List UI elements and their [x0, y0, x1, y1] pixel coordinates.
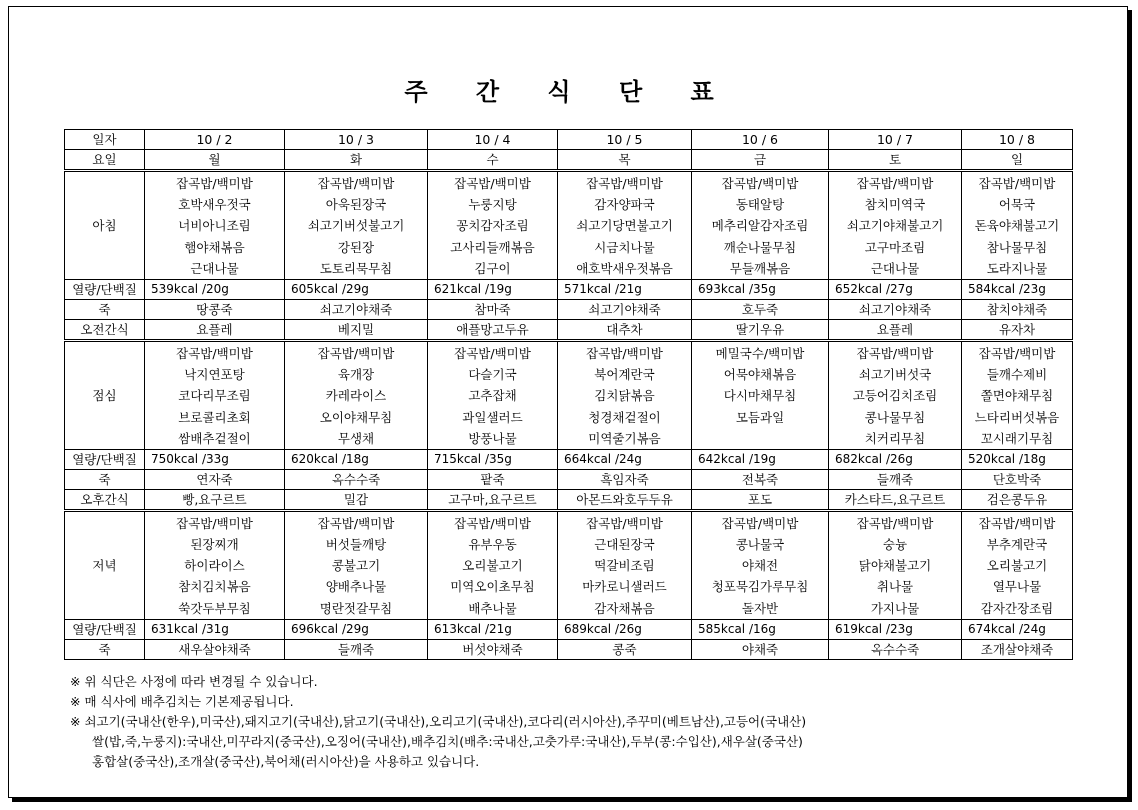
menu-item: 잡곡밥/백미밥	[317, 515, 395, 531]
menu-item: 열무나물	[992, 579, 1042, 595]
menu-item: 미역줄기볶음	[588, 430, 661, 446]
calorie-cell: 696kcal /29g	[285, 619, 428, 639]
menu-item: 잡곡밥/백미밥	[978, 176, 1056, 191]
snack-cell: 고구마,요구르트	[428, 489, 558, 510]
snack-cell: 요플레	[145, 319, 285, 340]
menu-item: 강된장	[337, 239, 375, 255]
menu-item: 고사리들깨볶음	[450, 239, 535, 255]
menu-item: 무생채	[337, 430, 375, 446]
menu-item: 김치닭볶음	[594, 388, 655, 404]
menu-item: 잡곡밥/백미밥	[176, 515, 253, 531]
menu-item: 쫄면야채무침	[980, 388, 1054, 404]
menu-item: 돈육야채불고기	[974, 218, 1060, 234]
calorie-cell: 750kcal /33g	[145, 449, 285, 469]
calorie-cell: 619kcal /23g	[829, 619, 962, 639]
lunch-menu-cell	[285, 340, 428, 449]
menu-item: 도라지나물	[986, 260, 1048, 276]
page-title: 주 간 식 단 표	[404, 78, 734, 106]
menu-item: 호박새우젓국	[178, 197, 251, 213]
weekly-menu-table	[64, 129, 1073, 660]
menu-item: 잡곡밥/백미밥	[586, 176, 663, 191]
porridge-cell: 호두죽	[692, 299, 829, 319]
dinner-menu-cell	[692, 510, 829, 619]
date-cell: 10 / 7	[829, 130, 962, 150]
breakfast-menu-cell	[692, 171, 829, 280]
calorie-cell: 652kcal /27g	[829, 279, 962, 299]
snack-cell: 대추차	[558, 319, 692, 340]
menu-item: 동태알탕	[735, 197, 785, 213]
menu-item: 감자채볶음	[594, 600, 655, 616]
breakfast-menu-cell	[145, 171, 285, 280]
menu-item: 북어계란국	[594, 367, 655, 383]
day-cell: 일	[962, 150, 1073, 171]
snack-cell: 검은콩두유	[962, 489, 1073, 510]
menu-item: 된장찌개	[190, 537, 239, 553]
calorie-cell: 715kcal /35g	[428, 449, 558, 469]
menu-item: 쌈배추겉절이	[178, 430, 251, 446]
calorie-label: 열량/단백질	[65, 279, 145, 299]
menu-item: 다시마채무침	[723, 388, 797, 404]
menu-item: 유부우동	[468, 537, 517, 553]
menu-item: 부추계란국	[986, 537, 1048, 553]
porridge-cell: 들깨죽	[829, 469, 962, 489]
dinner-menu-row	[65, 510, 1073, 619]
porridge-cell: 새우살야채죽	[145, 639, 285, 659]
menu-item: 하이라이스	[184, 558, 245, 574]
note-line: ※ 쇠고기(국내산(한우),미국산),돼지고기(국내산),닭고기(국내산),오리고기(국내산),코다리(러시아산),주꾸미(베트남산),고등어(국내산)	[70, 714, 807, 729]
menu-item: 근대나물	[190, 260, 239, 276]
dinner-menu-cell	[145, 510, 285, 619]
note-line: 쌀(밥,죽,누룽지):국내산,미꾸라지(중국산),오징어(국내산),배추김치(배추:국내산,고춧가루:국내산),두부(콩:수입산),새우살(중국산)	[92, 734, 803, 749]
menu-item: 잡곡밥/백미밥	[721, 515, 799, 531]
menu-item: 야채전	[741, 558, 779, 574]
day-cell: 토	[829, 150, 962, 171]
porridge-cell: 쇠고기야채죽	[829, 299, 962, 319]
snack-cell: 유자차	[962, 319, 1073, 340]
snack-cell: 애플망고두유	[428, 319, 558, 340]
menu-item: 어묵국	[998, 197, 1036, 213]
snack-cell: 빵,요구르트	[145, 489, 285, 510]
menu-item: 애호박새우젓볶음	[576, 260, 673, 276]
menu-item: 잡곡밥/백미밥	[317, 345, 395, 361]
calorie-cell: 605kcal /29g	[285, 279, 428, 299]
breakfast-menu-cell	[428, 171, 558, 280]
porridge-cell-row	[65, 469, 1073, 489]
pm-snack-label: 오후간식	[65, 489, 145, 510]
day-cell: 화	[285, 150, 428, 171]
menu-item: 미역오이초무침	[450, 579, 535, 595]
lunch-label: 점심	[65, 340, 145, 449]
calorie-label: 열량/단백질	[65, 449, 145, 469]
menu-item: 낙지연포탕	[184, 367, 245, 383]
dinner-label: 저녁	[65, 510, 145, 619]
note-line: ※ 위 식단은 사정에 따라 변경될 수 있습니다.	[70, 674, 318, 689]
dinner-menu-cell	[558, 510, 692, 619]
calorie-cell: 613kcal /21g	[428, 619, 558, 639]
menu-item: 너비아니조림	[178, 218, 251, 234]
menu-item: 근대나물	[870, 260, 920, 276]
menu-item: 다슬기국	[468, 367, 517, 383]
breakfast-menu-cell	[829, 171, 962, 280]
am-snack-label: 오전간식	[65, 319, 145, 340]
lunch-menu-row	[65, 340, 1073, 449]
menu-item: 카레라이스	[325, 388, 387, 404]
breakfast-label: 아침	[65, 171, 145, 280]
porridge-cell: 전복죽	[692, 469, 829, 489]
day-cell: 금	[692, 150, 829, 171]
snack-cell: 딸기우유	[692, 319, 829, 340]
porridge-cell: 콩죽	[558, 639, 692, 659]
calorie-cell-row	[65, 279, 1073, 299]
breakfast-menu-cell	[285, 171, 428, 280]
note-line: ※ 매 식사에 배추김치는 기본제공됩니다.	[70, 694, 294, 709]
date-cell: 10 / 5	[558, 130, 692, 150]
menu-item: 메추리알감자조림	[711, 218, 809, 234]
day-cell: 수	[428, 150, 558, 171]
porridge-cell: 연자죽	[145, 469, 285, 489]
menu-item: 양배추나물	[325, 579, 387, 595]
lunch-menu-cell	[428, 340, 558, 449]
menu-item: 과일샐러드	[462, 409, 523, 425]
menu-item: 명란젓갈무침	[319, 600, 393, 616]
menu-item: 잡곡밥/백미밥	[721, 176, 799, 191]
calorie-cell: 584kcal /23g	[962, 279, 1073, 299]
menu-item: 쇠고기야채불고기	[846, 218, 944, 234]
date-cell: 10 / 6	[692, 130, 829, 150]
porridge-cell: 땅콩죽	[145, 299, 285, 319]
calorie-cell-row	[65, 449, 1073, 469]
calorie-cell: 631kcal /31g	[145, 619, 285, 639]
snack-cell: 카스타드,요구르트	[829, 489, 962, 510]
calorie-cell: 620kcal /18g	[285, 449, 428, 469]
breakfast-menu-row	[65, 171, 1073, 280]
menu-item: 브로콜리초회	[178, 409, 251, 425]
menu-item: 잡곡밥/백미밥	[856, 176, 934, 191]
menu-item: 치커리무침	[864, 430, 926, 446]
calorie-label: 열량/단백질	[65, 619, 145, 639]
day-label: 요일	[65, 150, 145, 171]
notes	[70, 672, 806, 772]
porridge-cell: 참마죽	[428, 299, 558, 319]
menu-item	[692, 428, 828, 449]
porridge-cell: 쇠고기야채죽	[558, 299, 692, 319]
menu-item: 청경채겉절이	[588, 409, 661, 425]
lunch-menu-cell	[692, 340, 829, 449]
menu-item: 잡곡밥/백미밥	[317, 176, 395, 191]
menu-item: 메밀국수/백미밥	[715, 345, 805, 361]
menu-item: 코다리무조림	[178, 388, 251, 404]
porridge-cell-row	[65, 299, 1073, 319]
menu-item: 시금치나물	[594, 239, 655, 255]
menu-item: 쇠고기버섯불고기	[307, 218, 405, 234]
calorie-cell: 664kcal /24g	[558, 449, 692, 469]
menu-item: 느타리버섯볶음	[974, 409, 1060, 425]
menu-item: 방풍나물	[468, 430, 517, 446]
menu-item: 잡곡밥/백미밥	[856, 515, 934, 531]
snack-cell-row	[65, 319, 1073, 340]
calorie-cell: 689kcal /26g	[558, 619, 692, 639]
calorie-cell: 520kcal /18g	[962, 449, 1073, 469]
menu-item: 떡갈비조림	[594, 558, 655, 574]
menu-item: 잡곡밥/백미밥	[586, 345, 663, 361]
porridge-cell: 팥죽	[428, 469, 558, 489]
menu-item: 고등어김치조림	[852, 388, 938, 404]
menu-item: 오리불고기	[986, 558, 1048, 574]
calorie-cell: 571kcal /21g	[558, 279, 692, 299]
menu-item: 감자양파국	[594, 197, 655, 213]
menu-item: 고구마조림	[864, 239, 926, 255]
menu-item: 고추잡채	[468, 388, 517, 404]
day-cell: 목	[558, 150, 692, 171]
lunch-menu-cell	[145, 340, 285, 449]
menu-item: 청포묵김가루무침	[711, 579, 809, 595]
menu-item: 오리불고기	[462, 558, 523, 574]
note-line: 홍합살(중국산),조개살(중국산),북어채(러시아산)을 사용하고 있습니다.	[92, 754, 480, 769]
day-cell-row	[65, 150, 1073, 171]
menu-item: 마카로니샐러드	[582, 579, 667, 595]
menu-item: 육개장	[337, 367, 375, 383]
menu-item: 잡곡밥/백미밥	[978, 345, 1056, 361]
date-cell: 10 / 2	[145, 130, 285, 150]
menu-item: 콩나물무침	[864, 409, 926, 425]
menu-item: 가지나물	[870, 600, 920, 616]
menu-item: 누룽지탕	[468, 197, 517, 213]
lunch-menu-cell	[962, 340, 1073, 449]
calorie-cell: 621kcal /19g	[428, 279, 558, 299]
date-cell-row	[65, 130, 1073, 150]
calorie-cell: 693kcal /35g	[692, 279, 829, 299]
dinner-menu-cell	[285, 510, 428, 619]
porridge-cell: 흑임자죽	[558, 469, 692, 489]
menu-item: 잡곡밥/백미밥	[856, 345, 934, 361]
menu-item: 닭야채불고기	[858, 558, 932, 574]
menu-item: 꽁치감자조림	[456, 218, 529, 234]
menu-item: 잡곡밥/백미밥	[454, 515, 531, 531]
calorie-cell: 585kcal /16g	[692, 619, 829, 639]
lunch-menu-cell	[558, 340, 692, 449]
calorie-cell-row	[65, 619, 1073, 639]
menu-item: 잡곡밥/백미밥	[454, 176, 531, 191]
menu-item: 쇠고기버섯국	[858, 367, 932, 383]
porridge-label: 죽	[65, 299, 145, 319]
menu-item: 깨순나물무침	[723, 239, 797, 255]
snack-cell: 포도	[692, 489, 829, 510]
menu-item: 무들깨볶음	[729, 260, 791, 276]
dinner-menu-cell	[428, 510, 558, 619]
menu-item: 감자간장조림	[980, 600, 1054, 616]
menu-item: 쇠고기당면불고기	[576, 218, 673, 234]
menu-item: 들깨수제비	[986, 367, 1048, 383]
menu-item: 참치미역국	[864, 197, 926, 213]
day-cell: 월	[145, 150, 285, 171]
snack-cell: 베지밀	[285, 319, 428, 340]
menu-item: 콩불고기	[331, 558, 381, 574]
calorie-cell: 642kcal /19g	[692, 449, 829, 469]
menu-item: 잡곡밥/백미밥	[176, 176, 253, 191]
calorie-cell: 674kcal /24g	[962, 619, 1073, 639]
snack-cell: 요플레	[829, 319, 962, 340]
porridge-cell: 버섯야채죽	[428, 639, 558, 659]
porridge-cell: 들깨죽	[285, 639, 428, 659]
menu-item: 햄야채볶음	[184, 239, 245, 255]
menu-item: 근대된장국	[594, 537, 655, 553]
menu-item: 잡곡밥/백미밥	[586, 515, 663, 531]
menu-item: 꼬시래기무침	[980, 430, 1054, 446]
menu-item: 숭늉	[882, 537, 908, 553]
date-cell: 10 / 3	[285, 130, 428, 150]
menu-item: 잡곡밥/백미밥	[176, 345, 253, 361]
snack-cell-row	[65, 489, 1073, 510]
porridge-label: 죽	[65, 469, 145, 489]
dinner-menu-cell	[962, 510, 1073, 619]
menu-item: 잡곡밥/백미밥	[978, 515, 1056, 531]
date-cell: 10 / 8	[962, 130, 1073, 150]
menu-item: 쑥갓두부무침	[178, 600, 251, 616]
dinner-menu-cell	[829, 510, 962, 619]
menu-item: 어묵야채볶음	[723, 367, 797, 383]
menu-item: 버섯들깨탕	[325, 537, 387, 553]
porridge-cell: 조개살야채죽	[962, 639, 1073, 659]
menu-item: 돌자반	[741, 600, 779, 616]
porridge-cell: 옥수수죽	[829, 639, 962, 659]
menu-item: 김구이	[474, 260, 511, 276]
menu-item: 아욱된장국	[325, 197, 387, 213]
porridge-cell: 야채죽	[692, 639, 829, 659]
breakfast-menu-cell	[962, 171, 1073, 280]
menu-item: 모듬과일	[735, 409, 785, 425]
menu-item: 취나물	[876, 579, 914, 595]
menu-item: 오이야채무침	[319, 409, 393, 425]
porridge-cell: 단호박죽	[962, 469, 1073, 489]
porridge-label: 죽	[65, 639, 145, 659]
menu-item: 참치김치볶음	[178, 579, 251, 595]
porridge-cell-row	[65, 639, 1073, 659]
menu-item: 도토리묵무침	[319, 260, 393, 276]
porridge-cell: 참치야채죽	[962, 299, 1073, 319]
porridge-cell: 옥수수죽	[285, 469, 428, 489]
date-cell: 10 / 4	[428, 130, 558, 150]
breakfast-menu-cell	[558, 171, 692, 280]
date-label: 일자	[65, 130, 145, 150]
calorie-cell: 539kcal /20g	[145, 279, 285, 299]
snack-cell: 아몬드와호두두유	[558, 489, 692, 510]
menu-item: 배추나물	[468, 600, 517, 616]
menu-item: 잡곡밥/백미밥	[454, 345, 531, 361]
porridge-cell: 쇠고기야채죽	[285, 299, 428, 319]
menu-item: 참나물무침	[986, 239, 1048, 255]
menu-item: 콩나물국	[735, 537, 785, 553]
snack-cell: 밀감	[285, 489, 428, 510]
calorie-cell: 682kcal /26g	[829, 449, 962, 469]
lunch-menu-cell	[829, 340, 962, 449]
